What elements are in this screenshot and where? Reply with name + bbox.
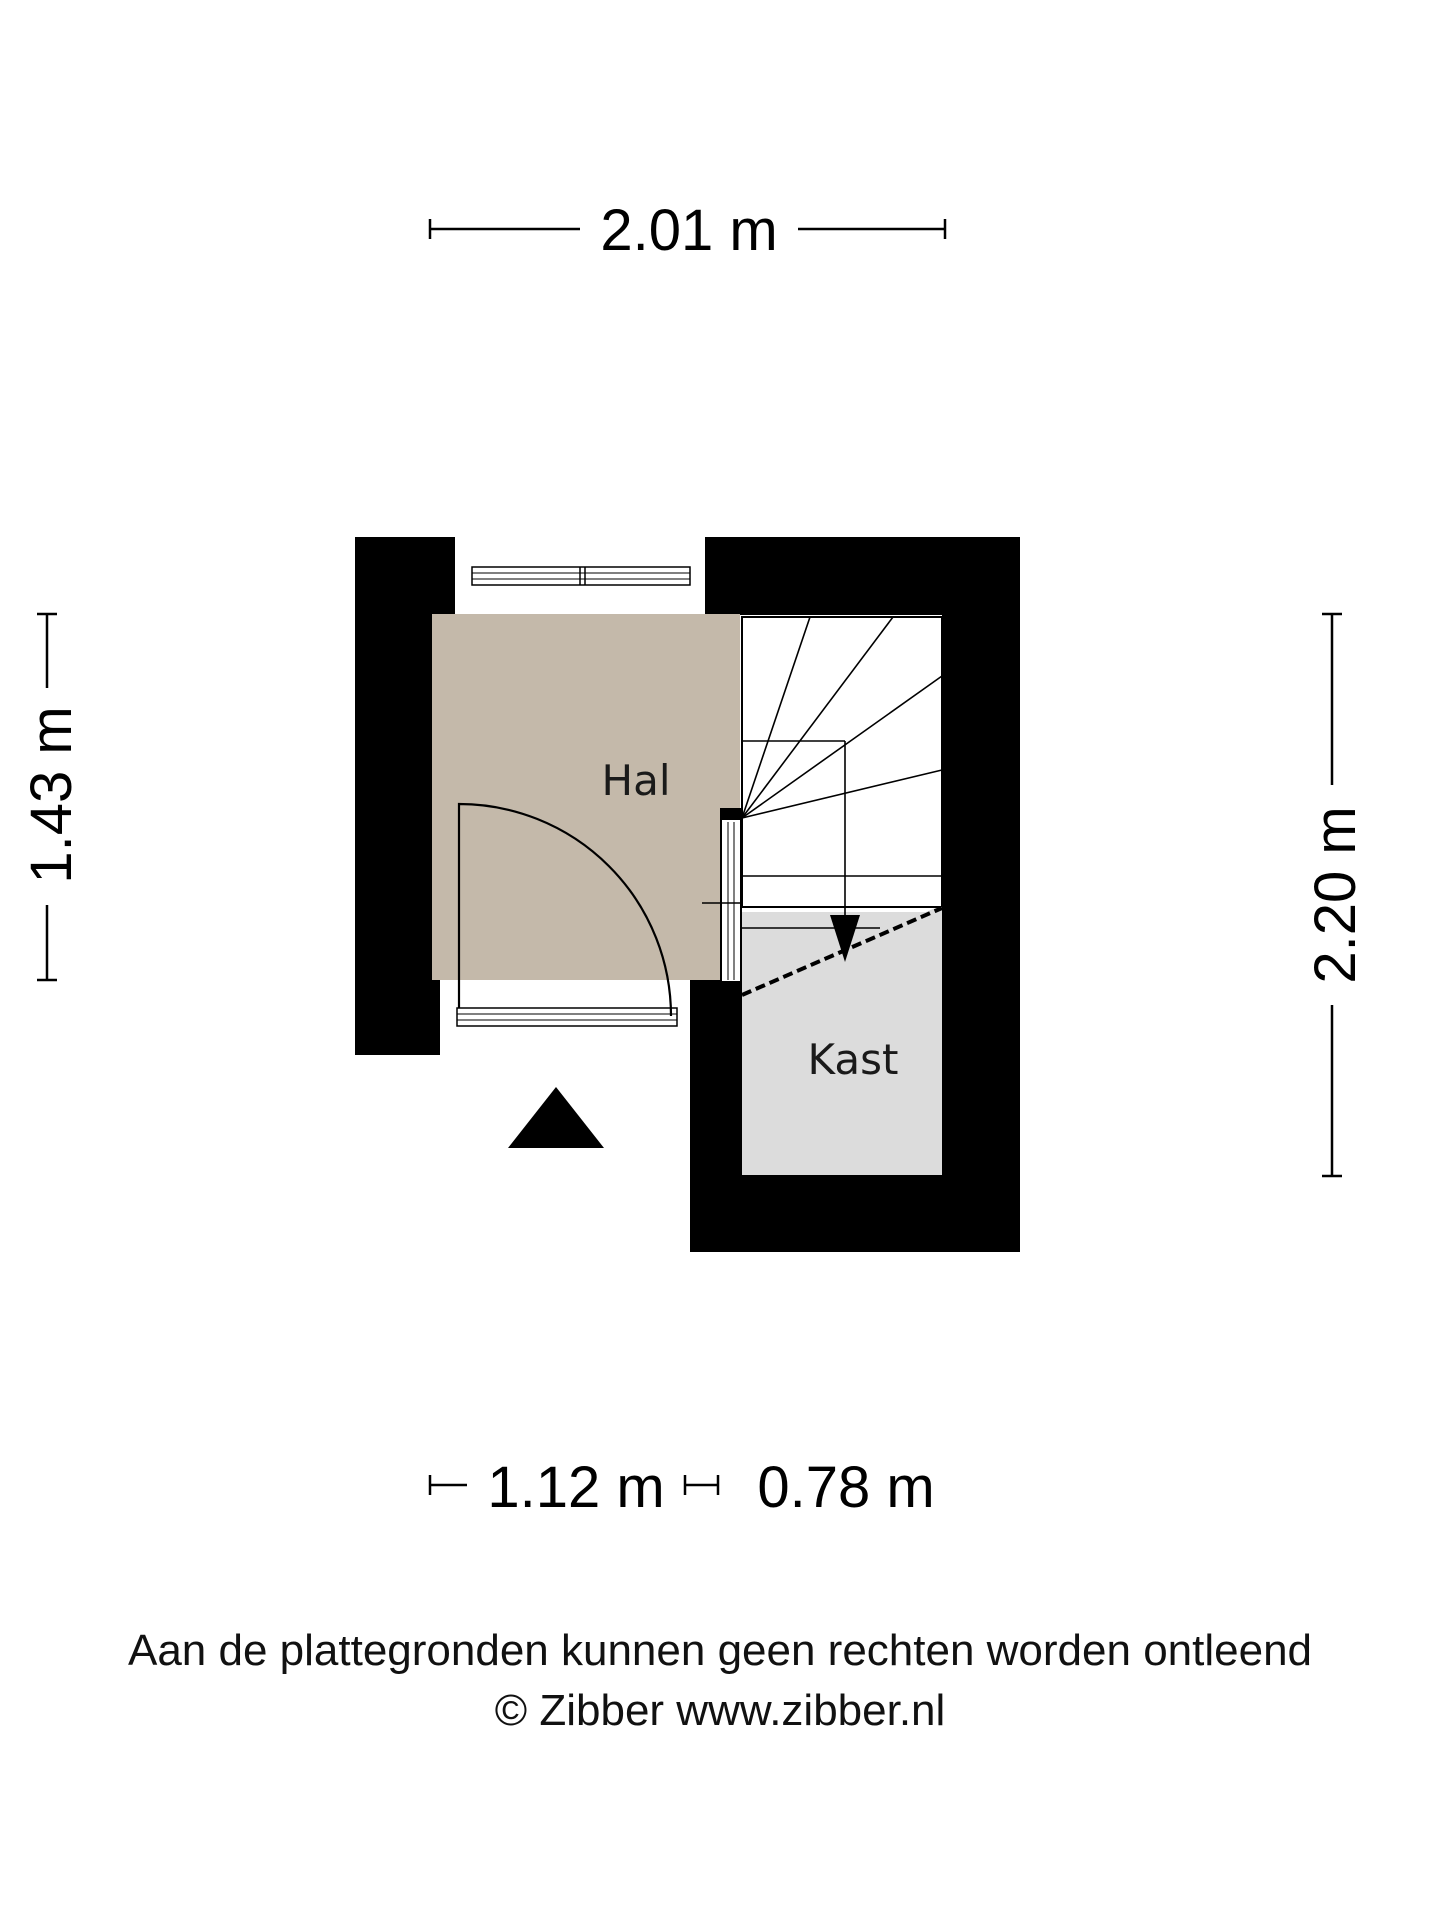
dimension-right-label: 2.20 m bbox=[1303, 806, 1368, 984]
entrance-arrow-icon bbox=[508, 1087, 604, 1148]
disclaimer-text: Aan de plattegronden kunnen geen rechten worden ontleend bbox=[127, 1626, 1313, 1675]
entrance-opening bbox=[440, 980, 690, 1055]
room-label-hal: Hal bbox=[601, 756, 671, 805]
dimension-top-label: 2.01 m bbox=[600, 198, 778, 263]
room-label-kast: Kast bbox=[807, 1035, 899, 1084]
dimension-left-label: 1.43 m bbox=[19, 706, 84, 884]
hal-floor bbox=[432, 614, 740, 980]
window-top bbox=[455, 537, 705, 614]
dimension-bottom-right-label: 0.78 m bbox=[757, 1455, 935, 1520]
dimension-bottom-left-label: 1.12 m bbox=[487, 1455, 665, 1520]
copyright-text: © Zibber www.zibber.nl bbox=[494, 1686, 946, 1735]
